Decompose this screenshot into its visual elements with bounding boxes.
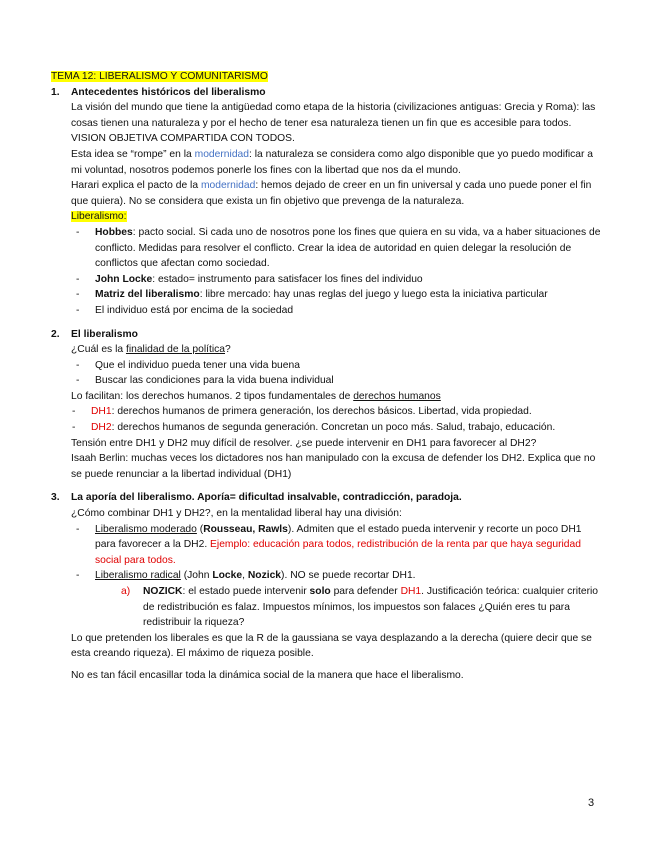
- radical-sublist: [95, 584, 603, 631]
- list-item: - Liberalismo radical (John Locke, Nozick). NO se puede recortar DH1. a) NOZICK: el estado puede intervenir solo para defender DH1. Justificación teórica: cualquier criterio de redistribución es falaz. Impuestos mínimos, los impuestos son falaces ¿Quién eres tu para redistribuir la riqueza?: [71, 568, 603, 630]
- dash-bullet: -: [76, 273, 80, 285]
- liberalismo-types-list: [71, 522, 603, 631]
- dash-bullet: -: [72, 406, 76, 418]
- list-item: - Matriz del liberalismo: libre mercado: hay unas reglas del juego y luego esta la iniciativa particular: [71, 287, 603, 303]
- section-2-question: ¿Cuál es la finalidad de la política?: [71, 344, 231, 356]
- list-item: - El individuo está por encima de la sociedad: [71, 303, 603, 319]
- section-3: [51, 490, 603, 683]
- list-item: - John Locke: estado= instrumento para satisfacer los fines del individuo: [71, 272, 603, 288]
- section-1-paragraph-3: Harari explica el pacto de la modernidad: hemos dejado de creer en un fin universal y cada uno puede poner el fin que quiera). No se considera que exista un fin objetivo que prevenga de la naturaleza.: [71, 180, 592, 207]
- section-2-number: 2.: [51, 328, 60, 340]
- section-3-number: 3.: [51, 492, 60, 504]
- section-3-intro: ¿Cómo combinar DH1 y DH2?, en la mentalidad liberal hay una división:: [71, 508, 402, 520]
- list-item: a) NOZICK: el estado puede intervenir solo para defender DH1. Justificación teórica: cualquier criterio de redistribución es falaz. Impuestos mínimos, los impuestos son falaces ¿Quién eres tu para redistribuir la riqueza?: [121, 586, 599, 629]
- title-text: TEMA 12: LIBERALISMO Y COMUNITARISMO: [51, 71, 268, 82]
- page-content: [51, 69, 603, 684]
- dash-bullet: -: [76, 304, 80, 316]
- derechos-list: [67, 404, 603, 435]
- section-1-paragraph-1: La visión del mundo que tiene la antigüedad como etapa de la historia (civilizaciones antiguas: Grecia y Roma): las cosas tienen una naturaleza y por el hecho de tener esa naturaleza tienen un fin que es accesible para todos. VISION OBJETIVA COMPARTIDA CON TODOS.: [71, 102, 596, 145]
- dash-bullet: -: [72, 422, 76, 434]
- example-red-text: Ejemplo: educación para todos, redistribución de la renta par que haya seguridad social para todos.: [95, 539, 581, 566]
- section-2-heading: El liberalismo: [71, 328, 138, 340]
- tension-paragraph: Tensión entre DH1 y DH2 muy difícil de resolver. ¿se puede intervenir en DH1 para favorecer al DH2?: [71, 437, 537, 449]
- section-2: [51, 327, 603, 483]
- section-3-heading: La aporía del liberalismo. Aporía= dificultad insalvable, contradicción, paradoja.: [71, 492, 462, 504]
- list-item: - Hobbes: pacto social. Si cada uno de nosotros pone los fines que quiera en su vida, va a haber situaciones de conflicto. Medidas para resolver el conflicto. Crear la idea de autoridad en quien delegar la resolución de conflictos que afectan como sociedad.: [76, 226, 601, 270]
- list-letter: a): [121, 586, 131, 597]
- dash-bullet: -: [76, 523, 80, 535]
- section-1-heading: Antecedentes históricos del liberalismo: [71, 86, 266, 98]
- dash-bullet: -: [76, 359, 80, 371]
- berlin-paragraph: Isaah Berlin: muchas veces los dictadores nos han manipulado con la excusa de defender los DH2. Explica que no se puede renunciar a la libertad individual (DH1): [71, 453, 596, 480]
- closing-paragraph: No es tan fácil encasillar toda la dinámica social de la manera que hace el liberalismo.: [71, 669, 464, 681]
- derechos-humanos-intro: Lo facilitan: los derechos humanos. 2 tipos fundamentales de derechos humanos: [71, 390, 441, 402]
- dash-bullet: -: [76, 289, 80, 301]
- page-number: 3: [588, 797, 595, 809]
- section-1: [51, 85, 603, 319]
- liberalismo-label: Liberalismo:: [71, 211, 127, 223]
- liberalismo-list: [71, 225, 603, 319]
- gaussiana-paragraph: Lo que pretenden los liberales es que la R de la gaussiana se vaya desplazando a la derecha (quiere decir que se esta creando riqueza). El máximo de riqueza posible.: [71, 632, 592, 660]
- modernidad-highlight: modernidad: [200, 180, 256, 192]
- list-item: - DH1: derechos humanos de primera generación, los derechos básicos. Libertad, vida propiedad.: [67, 404, 603, 420]
- list-item: - Que el individuo pueda tener una vida buena: [71, 358, 603, 374]
- modernidad-highlight: modernidad: [194, 148, 250, 160]
- vida-buena-list: [71, 358, 603, 389]
- dash-bullet: -: [76, 570, 80, 582]
- dash-bullet: -: [76, 226, 80, 238]
- list-item: - Buscar las condiciones para la vida buena individual: [71, 373, 603, 389]
- list-item: - DH2: derechos humanos de segunda generación. Concretan un poco más. Salud, trabajo, educación.: [67, 420, 603, 436]
- section-1-paragraph-2: Esta idea se “rompe” en la modernidad: la naturaleza se considera como algo disponible que yo puedo modificar a mi voluntad, nosotros podemos ponerle los fines con la libertad que nos da el mundo.: [71, 148, 594, 176]
- dash-bullet: -: [76, 375, 80, 387]
- section-1-number: 1.: [51, 86, 60, 98]
- document-title: [51, 69, 603, 85]
- list-item: - Liberalismo moderado (Rousseau, Rawls). Admiten que el estado pueda intervenir y recorte un poco DH1 para favorecer a la DH2. Ejemplo: educación para todos, redistribución de la renta par que haya seguridad social para todos.: [76, 523, 582, 566]
